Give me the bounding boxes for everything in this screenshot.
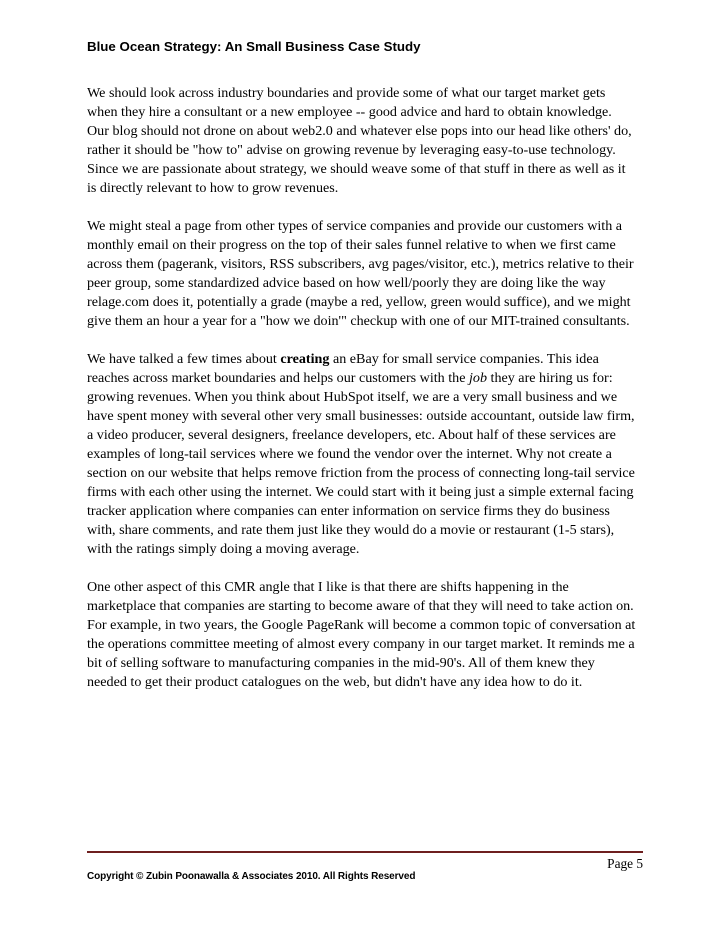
text-run: growing revenues. When you think about HubSpot itself, we are a very small business and we: [87, 389, 618, 405]
text-line: [87, 540, 657, 559]
text-run: We should look across industry boundaries and provide some of what our target market gets: [87, 85, 606, 101]
paragraph: [87, 350, 657, 559]
text-line: [87, 407, 657, 426]
paragraph: [87, 84, 657, 198]
text-run: We might steal a page from other types of service companies and provide our customers with a: [87, 218, 623, 234]
text-run: We have talked a few times about: [87, 351, 281, 367]
text-line: [87, 293, 657, 312]
paragraph: [87, 217, 657, 331]
text-line: [87, 502, 657, 521]
text-line: [87, 122, 657, 141]
text-line: [87, 141, 657, 160]
page-number: Page 5: [607, 856, 643, 871]
text-run: with the ratings simply doing a moving average.: [87, 541, 360, 557]
page-header-title: Blue Ocean Strategy: An Small Business Case Study: [87, 39, 421, 54]
text-run: when they hire a consultant or a new employee -- good advice and hard to obtain knowledge.: [87, 104, 612, 120]
text-run: tracker application where companies can enter information on service firms they do business: [87, 503, 610, 519]
text-line: [87, 654, 657, 673]
text-run: For example, in two years, the Google PageRank will become a common topic of conversation at: [87, 617, 636, 633]
copyright-notice: Copyright © Zubin Poonawalla & Associates 2010. All Rights Reserved: [87, 871, 416, 882]
paragraph: [87, 578, 657, 692]
text-run: peer group, some standardized advice based on how well/poorly they are doing like the way: [87, 275, 606, 291]
text-line: [87, 635, 657, 654]
text-run: Our blog should not drone on about web2.0 and whatever else pops into our head like others' do,: [87, 123, 632, 139]
text-run: rather it should be "how to" advise on growing revenue by leveraging easy-to-use technology.: [87, 142, 616, 158]
text-run: Since we are passionate about strategy, we should weave some of that stuff in there as well as it: [87, 161, 626, 177]
text-line: [87, 350, 657, 369]
text-line: [87, 673, 657, 692]
text-run: a video producer, several designers, freelance developers, etc. About half of these services are: [87, 427, 616, 443]
text-line: [87, 103, 657, 122]
text-run: the operations committee meeting of almost every company in our target market. It reminds me a: [87, 636, 635, 652]
text-line: [87, 255, 657, 274]
text-line: [87, 217, 657, 236]
text-run: across them (pagerank, visitors, RSS subscribers, avg pages/visitor, etc.), metrics relative to their: [87, 256, 634, 272]
italic-text: job: [468, 370, 487, 386]
text-run: needed to get their product catalogues on the web, but didn't have any idea how to do it.: [87, 674, 583, 690]
text-run: monthly email on their progress on the top of their sales funnel relative to when we first came: [87, 237, 616, 253]
text-run: reaches across market boundaries and helps our customers with the: [87, 370, 469, 386]
text-run: relage.com does it, potentially a grade (maybe a red, yellow, green would suffice), and we might: [87, 294, 631, 310]
text-line: [87, 369, 657, 388]
text-line: [87, 521, 657, 540]
text-line: [87, 274, 657, 293]
text-line: [87, 445, 657, 464]
text-line: [87, 179, 657, 198]
text-line: [87, 388, 657, 407]
document-body: [87, 84, 657, 711]
text-run: firms with each other using the internet. We could start with it being just a simple external facing: [87, 484, 634, 500]
text-line: [87, 578, 657, 597]
text-run: examples of long-tail services where we found the vendor over the internet. Why not create a: [87, 446, 612, 462]
text-line: [87, 464, 657, 483]
text-line: [87, 597, 657, 616]
bold-text: creating: [280, 351, 330, 367]
text-line: [87, 616, 657, 635]
text-run: marketplace that companies are starting to become aware of that they will need to take action on.: [87, 598, 634, 614]
text-run: an eBay for small service companies. This idea: [329, 351, 599, 367]
text-line: [87, 426, 657, 445]
text-line: [87, 84, 657, 103]
text-run: with, share comments, and rate them just like they would do a movie or restaurant (1-5 stars),: [87, 522, 615, 538]
text-line: [87, 312, 657, 331]
text-run: One other aspect of this CMR angle that I like is that there are shifts happening in the: [87, 579, 569, 595]
text-run: give them an hour a year for a "how we doin'" checkup with one of our MIT-trained consultants.: [87, 313, 630, 329]
text-run: bit of selling software to manufacturing companies in the mid-90's. All of them knew they: [87, 655, 595, 671]
text-line: [87, 483, 657, 502]
text-line: [87, 236, 657, 255]
text-run: they are hiring us for:: [487, 370, 613, 386]
text-run: section on our website that helps remove friction from the process of connecting long-tail service: [87, 465, 635, 481]
footer-rule: [87, 851, 643, 853]
text-line: [87, 160, 657, 179]
text-run: have spent money with several other very small businesses: outside accountant, outside law firm,: [87, 408, 635, 424]
text-run: is directly relevant to how to grow revenues.: [87, 180, 339, 196]
